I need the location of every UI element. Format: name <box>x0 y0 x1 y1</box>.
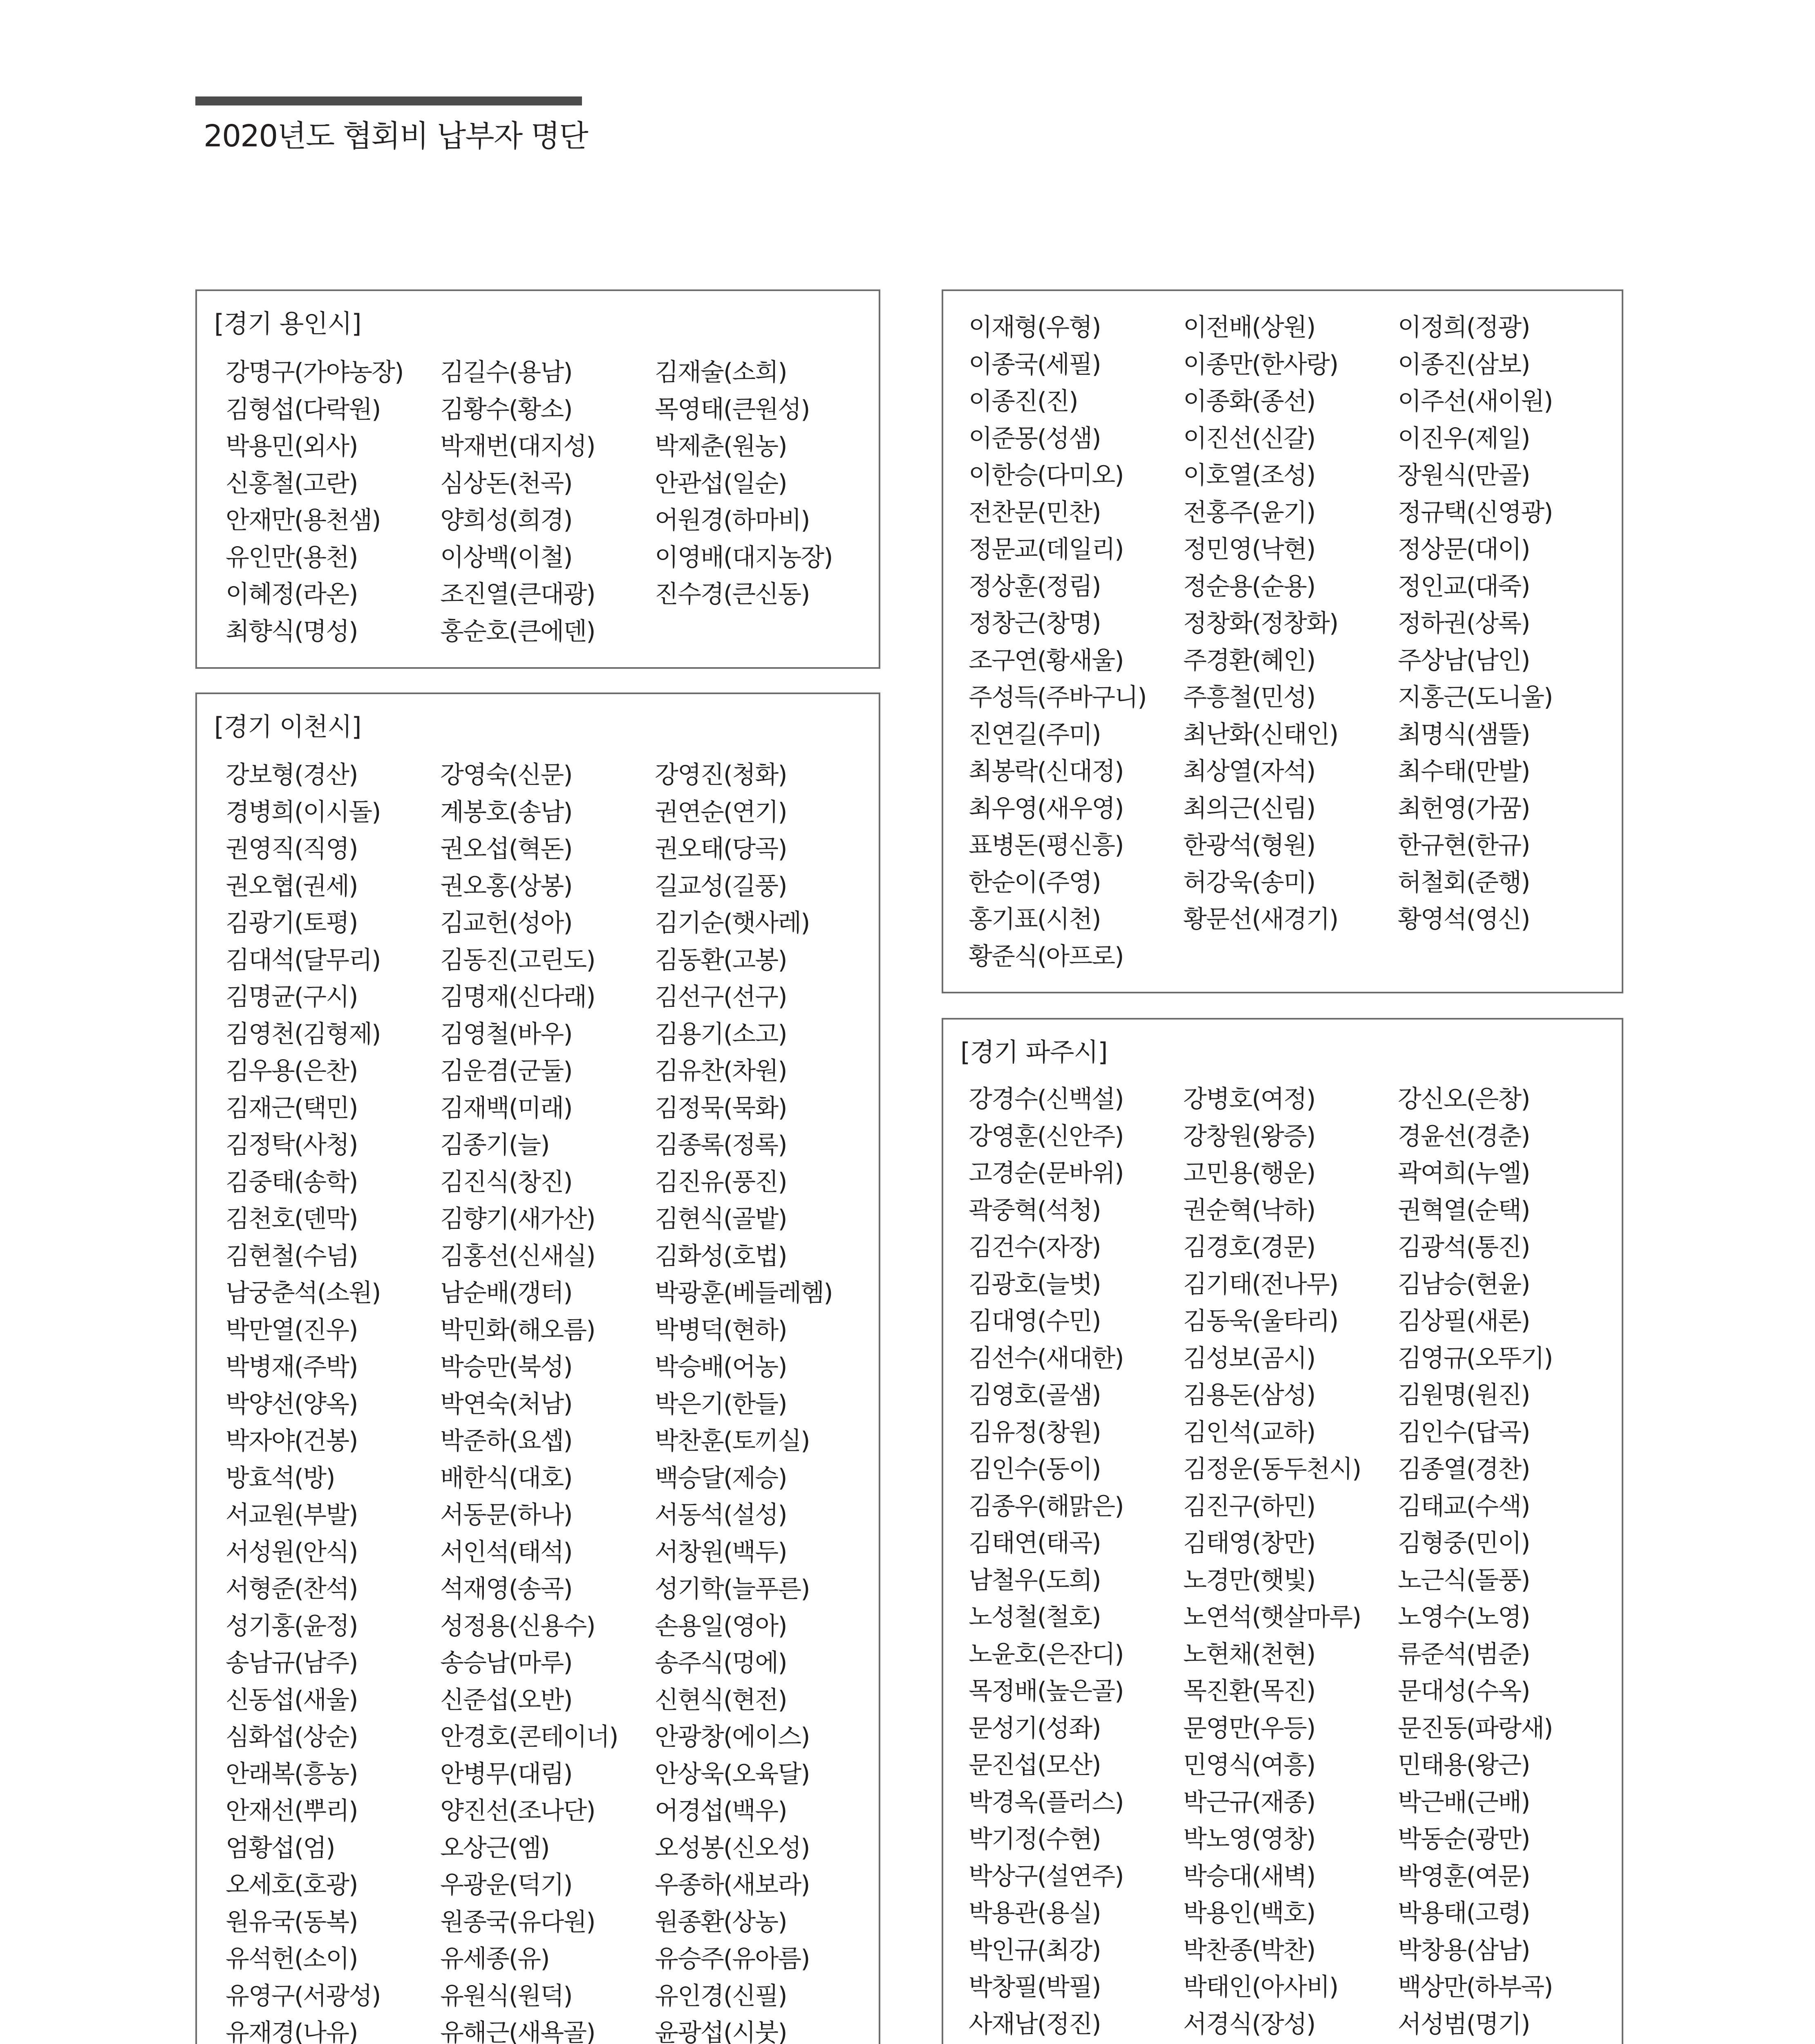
member-name: 서인석(태석) <box>440 1537 572 1567</box>
member-name: 김용기(소고) <box>655 1020 787 1049</box>
member-name: 허강욱(송미) <box>1183 868 1315 897</box>
member-name: 노경만(햇빛) <box>1183 1566 1315 1595</box>
member-name: 황준식(아프로) <box>969 942 1123 971</box>
member-name: 전홍주(윤기) <box>1183 498 1315 527</box>
member-name: 주성득(주바구니) <box>969 683 1146 712</box>
member-name: 박찬종(박찬) <box>1183 1936 1315 1965</box>
member-name: 고경순(문바위) <box>969 1159 1123 1188</box>
member-name: 표병돈(평신흥) <box>969 831 1123 860</box>
member-name: 박창필(박필) <box>969 1973 1101 2001</box>
member-name: 이종진(삼보) <box>1398 350 1530 379</box>
member-name: 최우영(새우영) <box>969 794 1123 823</box>
member-name: 김종기(늘) <box>440 1131 549 1159</box>
member-name: 오상근(엠) <box>440 1833 549 1862</box>
member-name: 곽중혁(석청) <box>969 1196 1101 1225</box>
member-name: 이종화(종선) <box>1183 387 1315 416</box>
member-name: 박용관(용실) <box>969 1899 1101 1927</box>
member-name: 김유정(창원) <box>969 1418 1101 1447</box>
member-name: 유인경(신필) <box>655 1981 787 2010</box>
member-name: 강보형(경산) <box>226 761 358 789</box>
member-name: 이상백(이철) <box>440 543 572 572</box>
member-name: 김태교(수색) <box>1398 1492 1530 1521</box>
member-name: 김선수(새대한) <box>969 1344 1123 1373</box>
member-name: 백상만(하부곡) <box>1398 1973 1553 2001</box>
member-name: 유석헌(소이) <box>226 1945 358 1973</box>
member-name: 권오홍(상봉) <box>440 872 572 901</box>
name-list <box>969 309 1612 975</box>
member-name: 조구연(황새울) <box>969 646 1123 675</box>
member-name: 박영훈(여문) <box>1398 1862 1530 1891</box>
member-name: 안관섭(일순) <box>655 469 787 498</box>
member-name: 김동환(고봉) <box>655 946 787 975</box>
member-name: 권오태(당곡) <box>655 835 787 863</box>
member-name: 남궁춘석(소원) <box>226 1279 380 1307</box>
member-name: 김종열(경찬) <box>1398 1455 1530 1484</box>
member-name: 정인교(대죽) <box>1398 572 1530 601</box>
member-name: 박민화(해오름) <box>440 1316 595 1345</box>
section-icheon <box>195 693 880 2044</box>
member-name: 박연숙(처남) <box>440 1390 572 1419</box>
member-name: 최향식(명성) <box>226 617 358 646</box>
member-name: 한순이(주영) <box>969 868 1101 897</box>
member-name: 최난화(신태인) <box>1183 720 1338 749</box>
member-name: 최봉락(신대정) <box>969 757 1123 786</box>
member-name: 방효석(방) <box>226 1464 335 1493</box>
member-name: 석재영(송곡) <box>440 1575 572 1603</box>
member-name: 서성원(안식) <box>226 1537 358 1567</box>
member-name: 김명재(신다래) <box>440 983 595 1011</box>
member-name: 우종하(새보라) <box>655 1871 810 1899</box>
member-name: 남철우(도희) <box>969 1566 1101 1595</box>
member-name: 김형중(민이) <box>1398 1529 1530 1558</box>
member-name: 안래복(흥농) <box>226 1759 358 1788</box>
member-name: 강병호(여정) <box>1183 1085 1315 1114</box>
member-name: 정규택(신영광) <box>1398 498 1553 527</box>
member-name: 이호열(조성) <box>1183 461 1315 490</box>
member-name: 서동석(설성) <box>655 1501 787 1529</box>
member-name: 김명균(구시) <box>226 983 358 1011</box>
member-name: 한광석(형원) <box>1183 831 1315 860</box>
member-name: 서동문(하나) <box>440 1501 572 1529</box>
name-list <box>226 354 869 650</box>
member-name: 김광호(늘벗) <box>969 1270 1101 1299</box>
member-name: 신동섭(새울) <box>226 1685 358 1715</box>
member-name: 김홍선(신새실) <box>440 1242 595 1271</box>
member-name: 양진선(조나단) <box>440 1797 595 1825</box>
member-name: 이혜정(라온) <box>226 580 358 609</box>
member-name: 박자야(건봉) <box>226 1427 358 1455</box>
member-name: 어경섭(백우) <box>655 1797 787 1825</box>
member-name: 홍순호(큰에덴) <box>440 617 595 646</box>
member-name: 어원경(하마비) <box>655 506 810 535</box>
member-name: 김태연(태곡) <box>969 1529 1101 1558</box>
member-name: 안재만(용천샘) <box>226 506 380 535</box>
member-name: 김황수(황소) <box>440 395 572 424</box>
member-name: 박은기(한들) <box>655 1390 787 1419</box>
member-name: 정하권(상록) <box>1398 609 1530 638</box>
member-name: 이종진(진) <box>969 387 1078 416</box>
name-list <box>969 1081 1612 2044</box>
name-list <box>226 757 869 2044</box>
section-title: [경기 이천시] <box>214 712 361 742</box>
member-name: 손용일(영아) <box>655 1611 787 1641</box>
member-name: 진연길(주미) <box>969 720 1101 749</box>
member-name: 박기정(수현) <box>969 1825 1101 1853</box>
member-name: 한규현(한규) <box>1398 831 1530 860</box>
member-name: 박준하(요셉) <box>440 1427 572 1455</box>
member-name: 박제춘(원농) <box>655 432 787 461</box>
member-name: 서형준(찬석) <box>226 1575 358 1603</box>
member-name: 유해근(새욕골) <box>440 2019 595 2044</box>
member-name: 김태영(창만) <box>1183 1529 1315 1558</box>
member-name: 신준섭(오반) <box>440 1685 572 1715</box>
member-name: 정문교(데일리) <box>969 535 1123 564</box>
member-name: 박승배(어농) <box>655 1353 787 1381</box>
member-name: 최수태(만발) <box>1398 757 1530 786</box>
section-paju <box>942 1018 1623 2044</box>
member-name: 김운겸(군둘) <box>440 1057 572 1085</box>
member-name: 김광석(통진) <box>1398 1233 1530 1262</box>
member-name: 원유국(동복) <box>226 1907 358 1936</box>
member-name: 김경호(경문) <box>1183 1233 1315 1262</box>
member-name: 김재백(미래) <box>440 1094 572 1123</box>
member-name: 지홍근(도니울) <box>1398 683 1553 712</box>
member-name: 박동순(광만) <box>1398 1825 1530 1853</box>
member-name: 정상문(대이) <box>1398 535 1530 564</box>
member-name: 김정탁(사청) <box>226 1131 358 1159</box>
member-name: 박근규(재종) <box>1183 1788 1315 1817</box>
member-name: 김용돈(삼성) <box>1183 1381 1315 1410</box>
member-name: 이주선(새이원) <box>1398 387 1553 416</box>
member-name: 김대영(수민) <box>969 1307 1101 1336</box>
member-name: 김현철(수넘) <box>226 1242 358 1271</box>
member-name: 유재경(나유) <box>226 2019 358 2044</box>
member-name: 안광창(에이스) <box>655 1723 810 1751</box>
member-name: 정창근(창명) <box>969 609 1101 638</box>
member-name: 성기홍(윤정) <box>226 1611 358 1641</box>
member-name: 김기순(햇사레) <box>655 909 810 937</box>
member-name: 이재형(우형) <box>969 313 1101 342</box>
member-name: 서교원(부발) <box>226 1501 358 1529</box>
member-name: 이영배(대지농장) <box>655 543 833 572</box>
member-name: 홍기표(시천) <box>969 905 1101 934</box>
member-name: 박광훈(베들레헴) <box>655 1279 833 1307</box>
member-name: 배한식(대호) <box>440 1464 572 1493</box>
member-name: 김인수(동이) <box>969 1455 1101 1484</box>
member-name: 서경식(장성) <box>1183 2010 1315 2039</box>
member-name: 문진섭(모산) <box>969 1751 1101 1780</box>
section-title: [경기 파주시] <box>960 1037 1108 1067</box>
member-name: 류준석(범준) <box>1398 1640 1530 1669</box>
member-name: 김종록(정록) <box>655 1131 787 1159</box>
member-name: 권영직(직영) <box>226 835 358 863</box>
member-name: 서창원(백두) <box>655 1537 787 1567</box>
member-name: 박근배(근배) <box>1398 1788 1530 1817</box>
member-name: 김진식(창진) <box>440 1168 572 1197</box>
member-name: 진수경(큰신동) <box>655 580 810 609</box>
member-name: 정민영(낙현) <box>1183 535 1315 564</box>
member-name: 강경수(신백설) <box>969 1085 1123 1114</box>
member-name: 남순배(갱터) <box>440 1279 572 1307</box>
member-name: 김종우(해맑은) <box>969 1492 1123 1521</box>
member-name: 박창용(삼남) <box>1398 1936 1530 1965</box>
member-name: 사재남(정진) <box>969 2010 1101 2039</box>
member-name: 김선구(선구) <box>655 983 787 1011</box>
member-name: 박용태(고령) <box>1398 1899 1530 1927</box>
member-name: 김원명(원진) <box>1398 1381 1530 1410</box>
member-name: 권연순(연기) <box>655 798 787 827</box>
member-name: 김영호(골샘) <box>969 1381 1101 1410</box>
member-name: 최의근(신림) <box>1183 794 1315 823</box>
member-name: 강영숙(신문) <box>440 761 572 789</box>
member-name: 박용민(외사) <box>226 432 358 461</box>
member-name: 목영태(큰원성) <box>655 395 810 424</box>
member-name: 고민용(행운) <box>1183 1159 1315 1188</box>
member-name: 김광기(토평) <box>226 909 358 937</box>
member-name: 신홍철(고란) <box>226 469 358 498</box>
member-name: 이진선(신갈) <box>1183 424 1315 453</box>
member-name: 김영철(바우) <box>440 1020 572 1049</box>
member-name: 정순용(순용) <box>1183 572 1315 601</box>
member-name: 이종국(세필) <box>969 350 1101 379</box>
member-name: 원종국(유다원) <box>440 1907 595 1936</box>
member-name: 박경옥(플러스) <box>969 1788 1123 1817</box>
member-name: 민영식(여흥) <box>1183 1751 1315 1780</box>
member-name: 강창원(왕증) <box>1183 1122 1315 1151</box>
member-name: 김정운(동두천시) <box>1183 1455 1361 1484</box>
member-name: 김교헌(성아) <box>440 909 572 937</box>
member-name: 윤광섭(시붓) <box>655 2019 787 2044</box>
member-name: 유승주(유아름) <box>655 1945 810 1973</box>
member-name: 박만열(진우) <box>226 1316 358 1345</box>
member-name: 서성범(명기) <box>1398 2010 1530 2039</box>
member-name: 김영규(오뚜기) <box>1398 1344 1553 1373</box>
member-name: 김상필(새론) <box>1398 1307 1530 1336</box>
member-name: 김재술(소희) <box>655 358 787 387</box>
member-name: 김정묵(묵화) <box>655 1094 787 1123</box>
member-name: 김진유(풍진) <box>655 1168 787 1197</box>
member-name: 김동진(고린도) <box>440 946 595 975</box>
member-name: 이한승(다미오) <box>969 461 1123 490</box>
section-icheon-continued <box>942 289 1623 993</box>
member-name: 박태인(아사비) <box>1183 1973 1338 2001</box>
member-name: 이정희(정광) <box>1398 313 1530 342</box>
page-title: 2020년도 협회비 납부자 명단 <box>204 119 588 154</box>
member-name: 김인수(답곡) <box>1398 1418 1530 1447</box>
member-name: 문영만(우등) <box>1183 1714 1315 1743</box>
member-name: 유원식(원덕) <box>440 1981 572 2010</box>
member-name: 심화섭(상순) <box>226 1723 358 1751</box>
member-name: 송주식(멍에) <box>655 1649 787 1677</box>
member-name: 강영진(청화) <box>655 761 787 789</box>
member-name: 김우용(은찬) <box>226 1057 358 1085</box>
member-name: 민태용(왕근) <box>1398 1751 1530 1780</box>
member-name: 안경호(콘테이너) <box>440 1723 618 1751</box>
member-name: 조진열(큰대광) <box>440 580 595 609</box>
member-name: 전찬문(민찬) <box>969 498 1101 527</box>
member-name: 송남규(남주) <box>226 1649 358 1677</box>
member-name: 노현채(천현) <box>1183 1640 1315 1669</box>
member-name: 문대성(수옥) <box>1398 1677 1530 1706</box>
member-name: 박용인(백호) <box>1183 1899 1315 1927</box>
member-name: 계봉호(송남) <box>440 798 572 827</box>
member-name: 김현식(골밭) <box>655 1205 787 1233</box>
member-name: 최명식(샘뜰) <box>1398 720 1530 749</box>
member-name: 박재번(대지성) <box>440 432 595 461</box>
member-name: 원종환(상농) <box>655 1907 787 1936</box>
member-name: 길교성(길풍) <box>655 872 787 901</box>
member-name: 박인규(최강) <box>969 1936 1101 1965</box>
section-yongin <box>195 289 880 669</box>
member-name: 이준몽(성샘) <box>969 424 1101 453</box>
member-name: 유인만(용천) <box>226 543 358 572</box>
member-name: 노성철(철호) <box>969 1603 1101 1632</box>
member-name: 김길수(용남) <box>440 358 572 387</box>
member-name: 박승대(새벽) <box>1183 1862 1315 1891</box>
member-name: 문성기(성좌) <box>969 1714 1101 1743</box>
member-name: 박승만(북성) <box>440 1353 572 1381</box>
member-name: 박노영(영창) <box>1183 1825 1315 1853</box>
member-name: 김대석(달무리) <box>226 946 380 975</box>
member-name: 최상열(자석) <box>1183 757 1315 786</box>
member-name: 김동욱(울타리) <box>1183 1307 1338 1336</box>
member-name: 노연석(햇살마루) <box>1183 1603 1361 1632</box>
member-name: 강명구(가야농장) <box>226 358 403 387</box>
member-name: 주상남(남인) <box>1398 646 1530 675</box>
member-name: 강신오(은창) <box>1398 1085 1530 1114</box>
member-name: 오세호(호광) <box>226 1871 358 1899</box>
member-name: 김영천(김형제) <box>226 1020 380 1049</box>
member-name: 목진환(목진) <box>1183 1677 1315 1706</box>
member-name: 정상훈(정림) <box>969 572 1101 601</box>
member-name: 경병희(이시돌) <box>226 798 380 827</box>
member-name: 김향기(새가산) <box>440 1205 595 1233</box>
member-name: 심상돈(천곡) <box>440 469 572 498</box>
member-name: 박병덕(현하) <box>655 1316 787 1345</box>
member-name: 권혁열(순택) <box>1398 1196 1530 1225</box>
member-name: 김성보(곰시) <box>1183 1344 1315 1373</box>
member-name: 유세종(유) <box>440 1945 549 1973</box>
member-name: 노근식(돌풍) <box>1398 1566 1530 1595</box>
member-name: 정창화(정창화) <box>1183 609 1338 638</box>
member-name: 성정용(신용수) <box>440 1611 595 1641</box>
member-name: 강영훈(신안주) <box>969 1122 1123 1151</box>
member-name: 이종만(한사랑) <box>1183 350 1338 379</box>
member-name: 김진구(하민) <box>1183 1492 1315 1521</box>
member-name: 엄황섭(엄) <box>226 1833 335 1862</box>
member-name: 권순혁(낙하) <box>1183 1196 1315 1225</box>
member-name: 박양선(양옥) <box>226 1390 358 1419</box>
member-name: 김재근(택민) <box>226 1094 358 1123</box>
member-name: 황문선(새경기) <box>1183 905 1338 934</box>
member-name: 이전배(상원) <box>1183 313 1315 342</box>
member-name: 성기학(늘푸른) <box>655 1575 810 1603</box>
member-name: 김기태(전나무) <box>1183 1270 1338 1299</box>
member-name: 백승달(제승) <box>655 1464 787 1493</box>
member-name: 목정배(높은골) <box>969 1677 1123 1706</box>
member-name: 김천호(덴막) <box>226 1205 358 1233</box>
member-name: 노영수(노영) <box>1398 1603 1530 1632</box>
member-name: 유영구(서광성) <box>226 1981 380 2010</box>
member-name: 김중태(송학) <box>226 1168 358 1197</box>
member-name: 최헌영(가꿈) <box>1398 794 1530 823</box>
member-name: 박찬훈(토끼실) <box>655 1427 810 1455</box>
member-name: 신현식(현전) <box>655 1685 787 1715</box>
member-name: 권오협(권세) <box>226 872 358 901</box>
member-name: 노윤호(은잔디) <box>969 1640 1123 1669</box>
member-name: 문진동(파랑새) <box>1398 1714 1553 1743</box>
member-name: 장원식(만골) <box>1398 461 1530 490</box>
member-name: 오성봉(신오성) <box>655 1833 810 1862</box>
member-name: 김남승(현윤) <box>1398 1270 1530 1299</box>
member-name: 김유찬(차원) <box>655 1057 787 1085</box>
member-name: 이진우(제일) <box>1398 424 1530 453</box>
header-rule <box>195 96 582 105</box>
member-name: 권오섭(혁돈) <box>440 835 572 863</box>
member-name: 송승남(마루) <box>440 1649 572 1677</box>
member-name: 박상구(설연주) <box>969 1862 1123 1891</box>
member-name: 박병재(주박) <box>226 1353 358 1381</box>
member-name: 곽여희(누엘) <box>1398 1159 1530 1188</box>
member-name: 주흥철(민성) <box>1183 683 1315 712</box>
member-name: 김인석(교하) <box>1183 1418 1315 1447</box>
member-name: 김건수(자장) <box>969 1233 1101 1262</box>
member-name: 안병무(대림) <box>440 1759 572 1788</box>
member-name: 안재선(뿌리) <box>226 1797 358 1825</box>
member-name: 김형섭(다락원) <box>226 395 380 424</box>
section-title: [경기 용인시] <box>214 309 361 338</box>
member-name: 양희성(희경) <box>440 506 572 535</box>
member-name: 주경환(혜인) <box>1183 646 1315 675</box>
member-name: 안상욱(오육달) <box>655 1759 810 1788</box>
member-name: 김화성(호법) <box>655 1242 787 1271</box>
member-name: 우광운(덕기) <box>440 1871 572 1899</box>
member-name: 경윤선(경춘) <box>1398 1122 1530 1151</box>
member-name: 허철회(준행) <box>1398 868 1530 897</box>
member-name: 황영석(영신) <box>1398 905 1530 934</box>
